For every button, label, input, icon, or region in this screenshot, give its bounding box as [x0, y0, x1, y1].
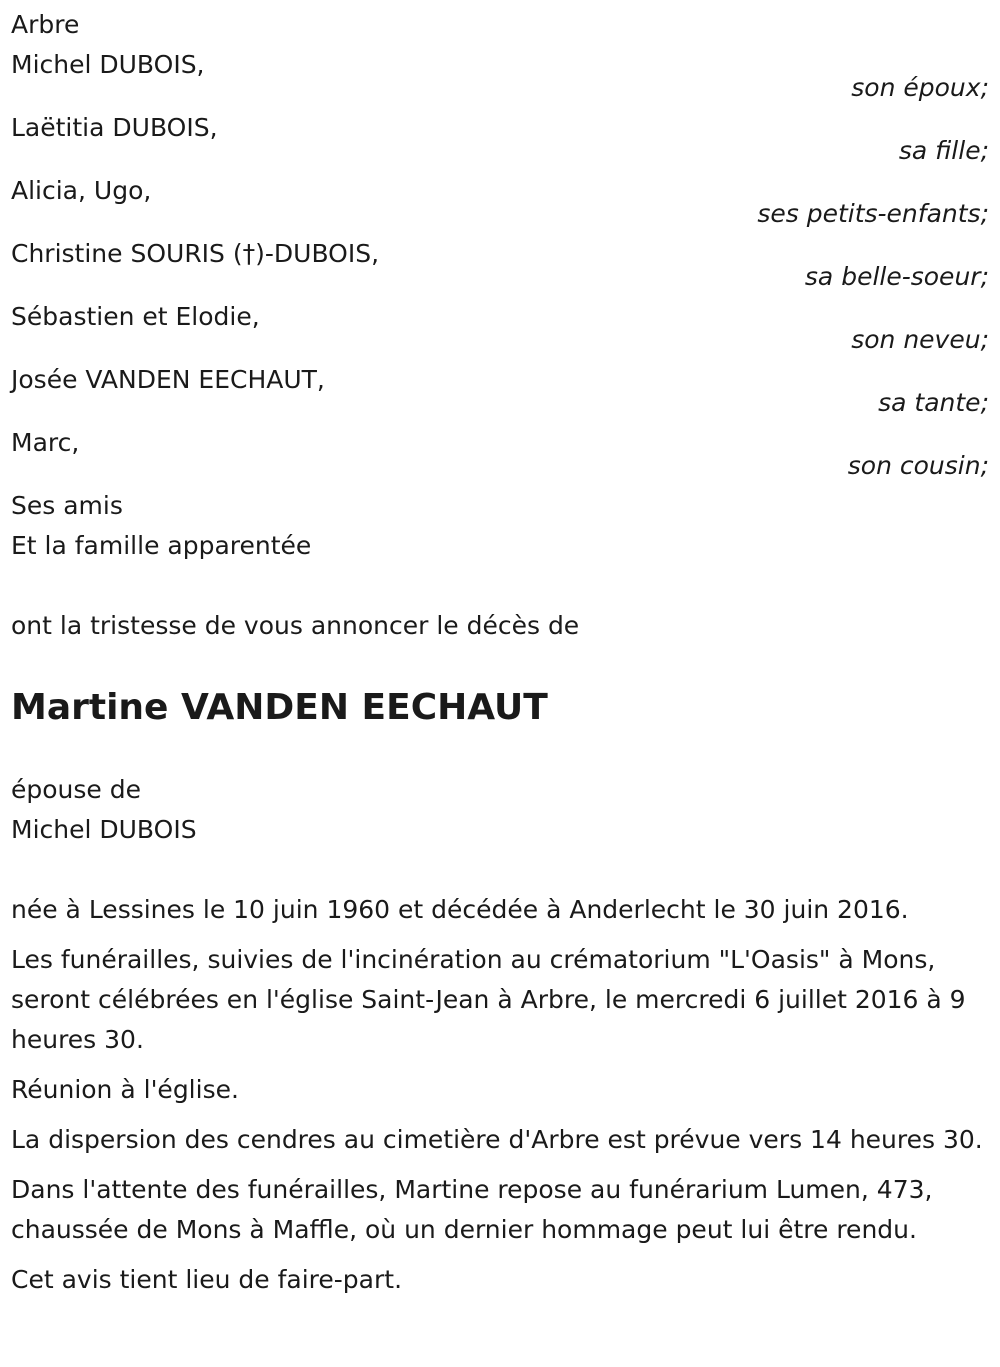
notice-paragraph: Cet avis tient lieu de faire-part. [11, 1265, 403, 1294]
mourner-name: Alicia, Ugo, [11, 176, 152, 205]
mourner-entry [11, 45, 989, 108]
announcement-line: ont la tristesse de vous annoncer le décès de [11, 611, 580, 640]
mourner-name: Laëtitia DUBOIS, [11, 113, 218, 142]
mourner-relation: son époux; [851, 73, 989, 102]
mourner-name: Sébastien et Elodie, [11, 302, 260, 331]
mourner-name: Christine SOURIS (†)-DUBOIS, [11, 239, 380, 268]
mourner-name: Josée VANDEN EECHAUT, [11, 365, 325, 394]
funeral-paragraph: Les funérailles, suivies de l'incinération au crématorium "L'Oasis" à Mons, seront célébrées en l'église Saint-Jean à Arbre, le mercredi 6 juillet 2016 à 9 heures 30. [11, 945, 966, 1054]
ashes-paragraph: La dispersion des cendres au cimetière d'Arbre est prévue vers 14 heures 30. [11, 1125, 983, 1154]
mourner-relation: sa tante; [878, 388, 989, 417]
family-line: Et la famille apparentée [11, 531, 312, 560]
mourner-relation: ses petits-enfants; [757, 199, 989, 228]
mourner-relation: sa belle-soeur; [804, 262, 989, 291]
mourner-entry [11, 423, 989, 486]
mourner-entry [11, 108, 989, 171]
deceased-name: Martine VANDEN EECHAUT [11, 687, 548, 728]
mourner-entry [11, 360, 989, 423]
mourner-relation: son cousin; [847, 451, 989, 480]
mourner-entry [11, 171, 989, 234]
funeral-home-paragraph: Dans l'attente des funérailles, Martine repose au funérarium Lumen, 473, chaussée de Mons à Maffle, où un dernier hommage peut lui être rendu. [11, 1175, 933, 1244]
mourner-name: Michel DUBOIS, [11, 50, 205, 79]
place-heading: Arbre [11, 10, 80, 39]
mourner-entry [11, 234, 989, 297]
mourner-relation: sa fille; [898, 136, 989, 165]
obituary-notice [11, 5, 989, 1310]
meeting-paragraph: Réunion à l'église. [11, 1075, 239, 1104]
spouse-label: épouse de [11, 775, 141, 804]
mourner-name: Marc, [11, 428, 80, 457]
birth-death-paragraph: née à Lessines le 10 juin 1960 et décédée à Anderlecht le 30 juin 2016. [11, 895, 909, 924]
mourner-entry [11, 297, 989, 360]
spouse-name: Michel DUBOIS [11, 815, 197, 844]
mourner-relation: son neveu; [851, 325, 989, 354]
friends-line: Ses amis [11, 491, 123, 520]
